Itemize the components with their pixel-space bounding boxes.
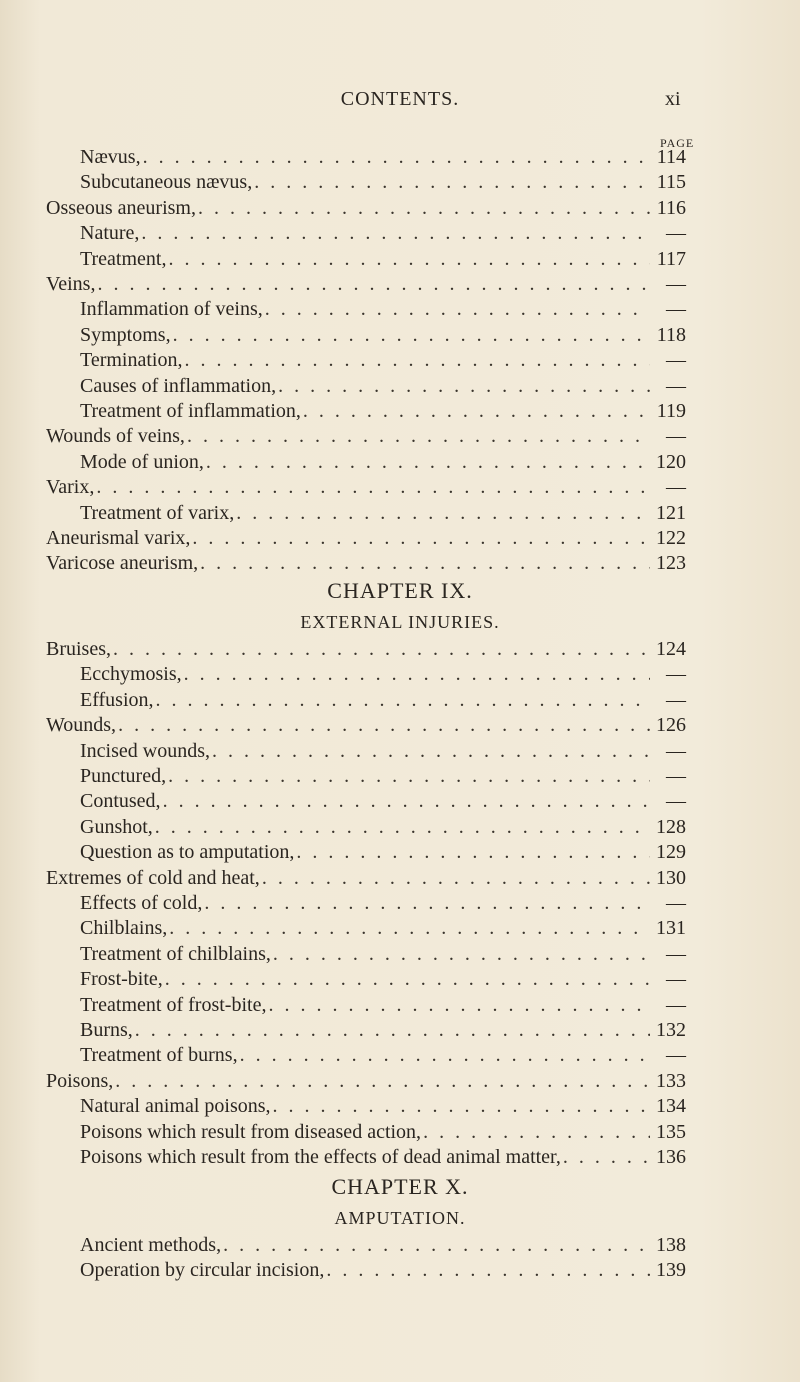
- toc-entry-page: —: [666, 374, 686, 397]
- dot-leader: [118, 714, 650, 737]
- toc-entry-label: Frost-bite,: [80, 968, 163, 991]
- toc-entry-label: Nature,: [80, 222, 140, 245]
- toc-entry: [80, 324, 686, 350]
- toc-entry-page: —: [666, 273, 686, 295]
- toc-entry-label: Extremes of cold and heat,: [46, 866, 260, 889]
- dot-leader: [97, 273, 650, 296]
- toc-entry-page: —: [666, 892, 686, 914]
- toc-entry: [80, 248, 686, 274]
- toc-entry-label: Aneurismal varix,: [46, 527, 191, 549]
- toc-entry: [46, 527, 686, 553]
- dot-leader: [135, 1019, 650, 1042]
- toc-entry: [80, 1234, 686, 1260]
- toc-entry: [46, 867, 686, 893]
- toc-entry-label: Burns,: [80, 1019, 133, 1041]
- toc-entry: [80, 740, 686, 766]
- dot-leader: [168, 248, 650, 271]
- toc-entry-label: Punctured,: [80, 765, 167, 787]
- toc-entry: [46, 476, 686, 502]
- toc-entry-page: —: [666, 298, 686, 321]
- dot-leader: [163, 790, 650, 813]
- toc-entry-page: —: [666, 349, 686, 372]
- toc-entry-page: —: [666, 968, 686, 991]
- chapter-heading: CHAPTER IX.: [327, 578, 473, 603]
- toc-entry-page: 131: [656, 917, 686, 940]
- dot-leader: [240, 1044, 650, 1067]
- toc-entry-label: Ancient methods,: [80, 1234, 222, 1256]
- toc-entry: [80, 1146, 686, 1172]
- chapter-heading: CHAPTER X.: [331, 1174, 469, 1199]
- toc-entry-page: —: [666, 222, 686, 245]
- dot-leader: [200, 552, 650, 575]
- dot-leader: [223, 1234, 650, 1257]
- dot-leader: [184, 663, 650, 686]
- dot-leader: [236, 502, 650, 525]
- toc-entry: [80, 171, 686, 197]
- toc-entry-label: Incised wounds,: [80, 739, 210, 762]
- toc-entry-page: 133: [656, 1069, 686, 1092]
- toc-entry-page: 120: [656, 450, 686, 473]
- toc-entry-page: 136: [656, 1146, 686, 1168]
- dot-leader: [326, 1259, 650, 1282]
- toc-entry-label: Inflammation of veins,: [80, 298, 263, 321]
- dot-leader: [262, 867, 650, 890]
- toc-entry: [80, 1259, 686, 1285]
- toc-entry-page: 114: [656, 146, 686, 168]
- toc-entry-label: Treatment of inflammation,: [80, 400, 301, 422]
- toc-entry: [80, 943, 686, 969]
- toc-entry-label: Poisons which result from the effects of dead animal matter,: [80, 1146, 561, 1168]
- toc-entry-label: Treatment of burns,: [80, 1044, 238, 1067]
- toc-entry-page: —: [666, 790, 686, 813]
- toc-entry: [46, 425, 686, 451]
- dot-leader: [143, 146, 650, 169]
- toc-entry-page: 121: [656, 501, 686, 524]
- toc-entry-label: Symptoms,: [80, 323, 171, 346]
- dot-leader: [165, 968, 650, 991]
- toc-entry: [80, 1095, 686, 1121]
- dot-leader: [173, 324, 650, 347]
- toc-entry: [80, 400, 686, 426]
- toc-entry-label: Gunshot,: [80, 815, 153, 838]
- toc-entry: [80, 689, 686, 715]
- dot-leader: [278, 375, 650, 398]
- dot-leader: [206, 451, 650, 474]
- toc-entry: [46, 273, 686, 299]
- toc-entry-label: Treatment of varix,: [80, 501, 235, 524]
- toc-entry-page: —: [666, 476, 686, 499]
- toc-entry: [80, 451, 686, 477]
- dot-leader: [273, 943, 650, 966]
- toc-entry-page: —: [666, 993, 686, 1016]
- dot-leader: [212, 740, 650, 763]
- dot-leader: [198, 197, 650, 220]
- toc-entry-label: Mode of union,: [80, 450, 204, 473]
- dot-leader: [184, 349, 650, 372]
- toc-entry: [46, 714, 686, 740]
- toc-entry: [80, 1044, 686, 1070]
- toc-entry-label: Varicose aneurism,: [46, 552, 199, 575]
- dot-leader: [156, 689, 650, 712]
- dot-leader: [273, 1095, 650, 1118]
- toc-entry-page: —: [666, 765, 686, 787]
- toc-entry-label: Varix,: [46, 476, 95, 499]
- toc-entry-label: Treatment of frost-bite,: [80, 993, 267, 1016]
- toc-entry-page: —: [666, 739, 686, 762]
- dot-leader: [268, 994, 650, 1017]
- toc-entry-label: Effects of cold,: [80, 892, 203, 914]
- page-number: xi: [665, 88, 681, 110]
- toc-entry: [80, 1121, 686, 1147]
- toc-entry-page: 116: [656, 196, 686, 219]
- toc-entry-page: 128: [656, 815, 686, 838]
- toc-entry: [80, 502, 686, 528]
- dot-leader: [113, 638, 650, 661]
- toc-entry: [80, 663, 686, 689]
- toc-entry-label: Question as to amputation,: [80, 841, 295, 864]
- toc-entry-label: Treatment,: [80, 247, 167, 270]
- dot-leader: [187, 425, 650, 448]
- toc-entry-page: 138: [656, 1234, 686, 1256]
- toc-entry-label: Contused,: [80, 790, 161, 813]
- toc-entry-page: —: [666, 1044, 686, 1067]
- toc-entry-page: —: [666, 688, 686, 711]
- toc-entry-page: 139: [656, 1259, 686, 1282]
- toc-entry-page: 119: [656, 400, 686, 422]
- dot-leader: [168, 765, 650, 788]
- toc-entry-label: Ecchymosis,: [80, 663, 182, 686]
- toc-entry-page: —: [666, 425, 686, 448]
- toc-entry: [80, 765, 686, 791]
- toc-entry-label: Subcutaneous nævus,: [80, 171, 253, 194]
- chapter-subtitle: AMPUTATION.: [334, 1208, 466, 1228]
- dot-leader: [96, 476, 650, 499]
- toc-entry-page: 117: [656, 247, 686, 270]
- dot-leader: [192, 527, 650, 550]
- dot-leader: [423, 1121, 650, 1144]
- dot-leader: [141, 222, 650, 245]
- toc-entry-page: 135: [656, 1120, 686, 1143]
- toc-entry: [80, 994, 686, 1020]
- toc-entry: [46, 197, 686, 223]
- toc-entry-label: Effusion,: [80, 688, 154, 711]
- dot-leader: [265, 298, 650, 321]
- toc-entry-page: —: [666, 942, 686, 965]
- chapter-subtitle: EXTERNAL INJURIES.: [300, 612, 500, 632]
- toc-entry: [80, 1019, 686, 1045]
- dot-leader: [563, 1146, 650, 1169]
- toc-entry-page: 123: [656, 552, 686, 575]
- dot-leader: [254, 171, 650, 194]
- toc-entry-label: Termination,: [80, 349, 183, 372]
- toc-entry: [80, 146, 686, 172]
- toc-entry: [46, 1070, 686, 1096]
- toc-entry: [80, 790, 686, 816]
- toc-entry-label: Operation by circular incision,: [80, 1259, 325, 1282]
- toc-entry: [80, 349, 686, 375]
- dot-leader: [296, 841, 650, 864]
- toc-entry-page: —: [666, 663, 686, 686]
- toc-entry-label: Osseous aneurism,: [46, 196, 196, 219]
- toc-entry: [80, 892, 686, 918]
- toc-entry: [80, 222, 686, 248]
- toc-entry-label: Causes of inflammation,: [80, 374, 277, 397]
- toc-entry: [80, 968, 686, 994]
- toc-entry-page: 134: [656, 1095, 686, 1118]
- toc-entry-label: Wounds,: [46, 714, 117, 737]
- toc-entry-label: Treatment of chilblains,: [80, 942, 271, 965]
- toc-entry: [80, 375, 686, 401]
- toc-entry: [80, 298, 686, 324]
- toc-entry-label: Chilblains,: [80, 917, 168, 940]
- dot-leader: [204, 892, 650, 915]
- page-column-label: PAGE: [660, 136, 695, 150]
- toc-entry-page: 132: [656, 1019, 686, 1041]
- toc-entry-page: 129: [656, 841, 686, 864]
- toc-entry-label: Nævus,: [80, 146, 141, 168]
- toc-entry: [46, 638, 686, 664]
- toc-entry: [80, 841, 686, 867]
- toc-entry-page: 126: [656, 714, 686, 737]
- dot-leader: [115, 1070, 650, 1093]
- toc-entry-label: Natural animal poisons,: [80, 1095, 271, 1118]
- page-title: CONTENTS.: [340, 88, 460, 110]
- toc-entry-page: 115: [656, 171, 686, 194]
- toc-entry-label: Veins,: [46, 273, 96, 295]
- dot-leader: [303, 400, 650, 423]
- toc-entry: [46, 552, 686, 578]
- toc-entry-label: Wounds of veins,: [46, 425, 185, 448]
- dot-leader: [169, 917, 650, 940]
- dot-leader: [155, 816, 650, 839]
- toc-entry-label: Bruises,: [46, 638, 111, 660]
- toc-entry-label: Poisons,: [46, 1069, 114, 1092]
- toc-entry: [80, 917, 686, 943]
- toc-entry-label: Poisons which result from diseased action,: [80, 1120, 422, 1143]
- toc-entry-page: 130: [656, 866, 686, 889]
- toc-entry-page: 122: [656, 527, 686, 549]
- toc-entry-page: 118: [656, 323, 686, 346]
- toc-entry-page: 124: [656, 638, 686, 660]
- toc-entry: [80, 816, 686, 842]
